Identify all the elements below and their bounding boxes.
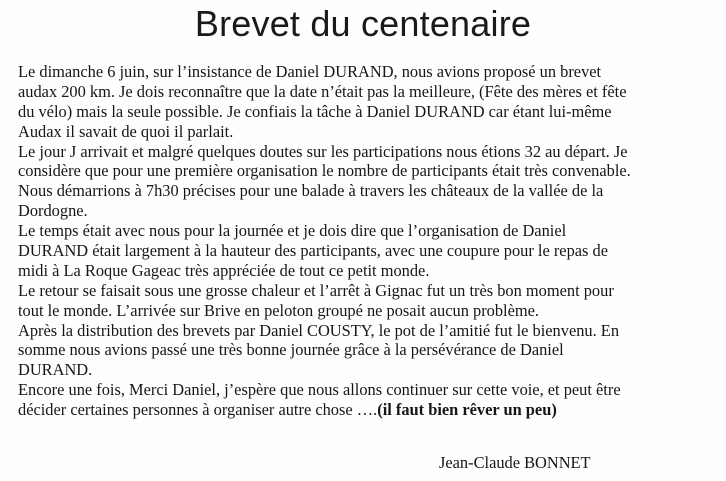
body-line: tout le monde. L’arrivée sur Brive en peloton groupé ne posait aucun problème. [18, 300, 540, 320]
closing-bold-text: (il faut bien rêver un peu) [377, 400, 557, 420]
body-line: somme nous avions passé une très bonne journée grâce à la persévérance de Daniel [18, 340, 564, 360]
body-line: Audax il savait de quoi il parlait. [18, 121, 234, 141]
body-line: DURAND. [18, 360, 93, 380]
page-title: Brevet du centenaire [194, 3, 532, 44]
body-line: Le jour J arrivait et malgré quelques doutes sur les participations nous étions 32 au départ. Je [18, 141, 628, 161]
body-line: Nous démarrions à 7h30 précises pour une balade à travers les châteaux de la vallée de la [18, 181, 604, 201]
author-signature: Jean-Claude BONNET [439, 453, 591, 472]
body-line: Encore une fois, Merci Daniel, j’espère que nous allons continuer sur cette voie, et peut être [18, 380, 621, 400]
body-line: Le dimanche 6 juin, sur l’insistance de Daniel DURAND, nous avions proposé un brevet [18, 62, 602, 81]
body-line: Dordogne. [18, 201, 88, 221]
body-line: du vélo) mais la seule possible. Je confiais la tâche à Daniel DURAND car étant lui-même [18, 101, 612, 121]
body-line: Le retour se faisait sous une grosse chaleur et l’arrêt à Gignac fut un très bon moment pour [18, 280, 614, 300]
body-line: Le temps était avec nous pour la journée et je dois dire que l’organisation de Daniel [18, 221, 567, 241]
body-line: audax 200 km. Je dois reconnaître que la date n’était pas la meilleure, (Fête des mères et fête [18, 81, 627, 101]
article-body [18, 62, 718, 420]
body-line: considère que pour une première organisation le nombre de participants était très convenable. [18, 161, 631, 181]
closing-line [18, 400, 718, 420]
body-line: DURAND était largement à la hauteur des participants, avec une coupure pour le repas de [18, 241, 608, 261]
closing-text: décider certaines personnes à organiser autre chose …. [18, 400, 378, 420]
body-line: Après la distribution des brevets par Daniel COUSTY, le pot de l’amitié fut le bienvenu. En [18, 320, 620, 340]
body-line: midi à La Roque Gageac très appréciée de tout ce petit monde. [18, 260, 430, 280]
